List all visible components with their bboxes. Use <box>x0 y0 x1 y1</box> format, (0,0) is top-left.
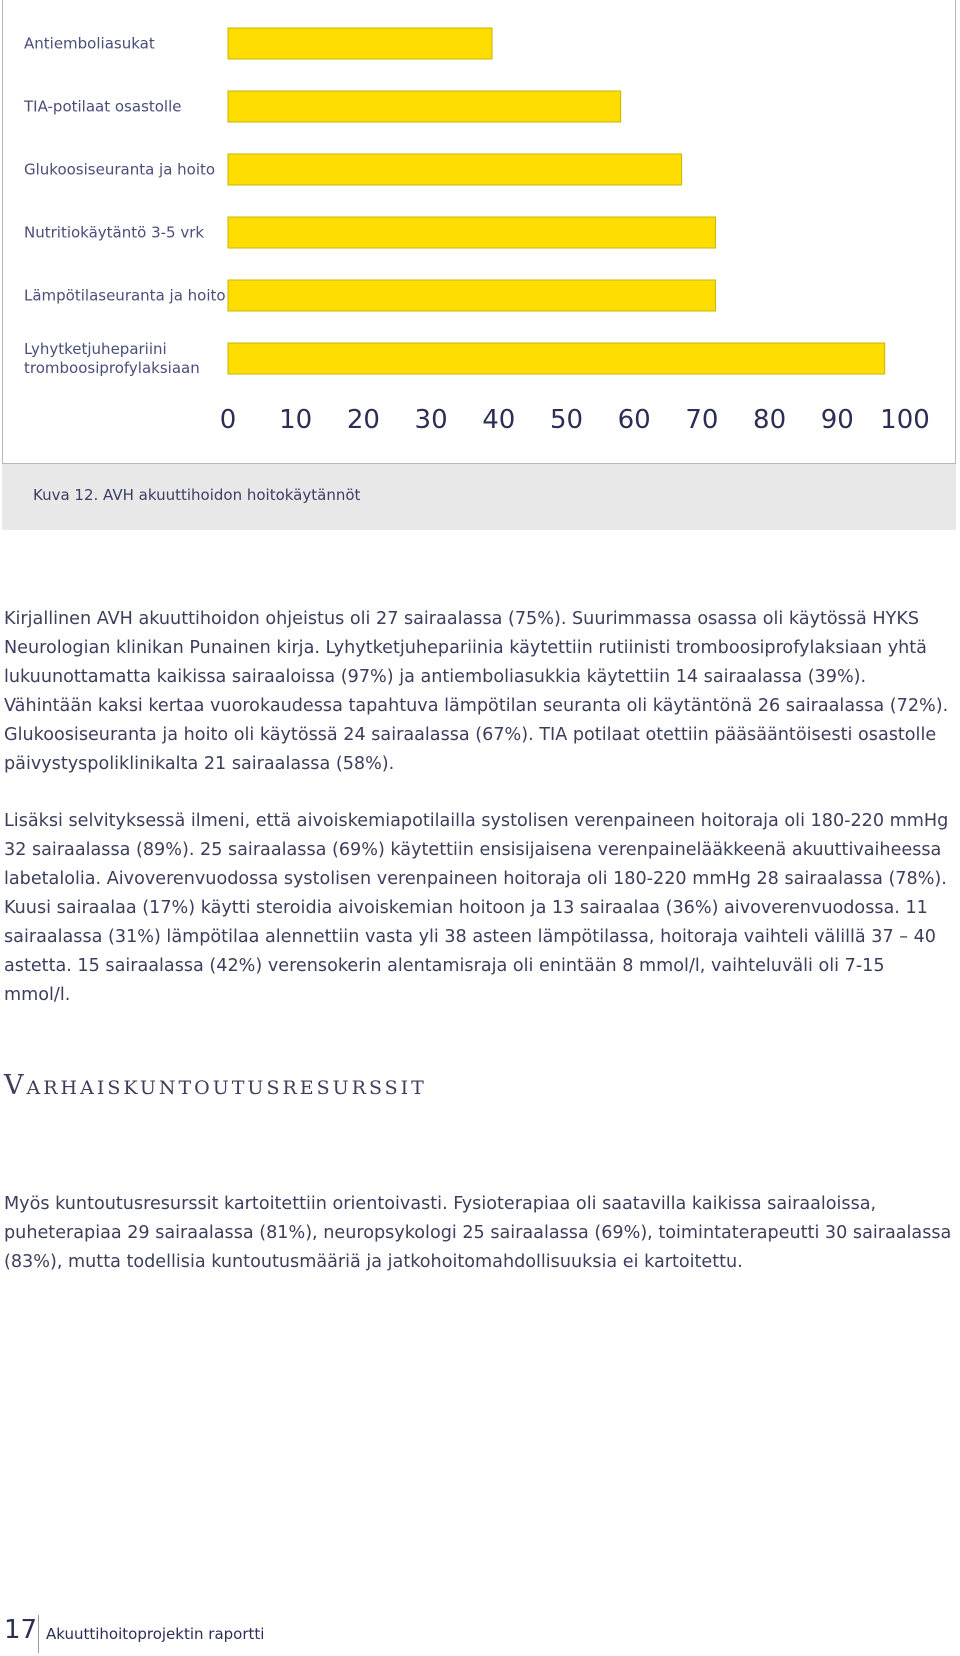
bar-2 <box>228 91 621 122</box>
x-tick-label: 0 <box>219 405 237 435</box>
x-tick-label: 70 <box>685 405 719 435</box>
section-heading: Varhaiskuntoutusresurssit <box>4 1070 427 1101</box>
x-tick-label: 20 <box>346 405 380 435</box>
bar-4 <box>228 217 715 248</box>
x-tick-label: 60 <box>617 405 651 435</box>
bar-1 <box>228 28 492 59</box>
page-number: 17 <box>4 1615 38 1645</box>
category-label-3: Glukoosiseuranta ja hoito <box>24 160 216 179</box>
bar-5 <box>228 280 715 311</box>
footer-title: Akuuttihoitoprojektin raportti <box>46 1625 265 1643</box>
paragraph-2: Lisäksi selvityksessä ilmeni, että aivoiskemiapotilailla systolisen verenpaineen hoitoraja oli 180-220 mmHg 32 sairaalassa (89%). 25 sairaalassa (69%) käytettiin ensisijaisena verenpainelääkkeenä akuuttivaiheessa labetalolia. Aivoverenvuodossa systolisen verenpaineen hoitoraja oli 180-220 mmHg 28 sairaalassa (78%). Kuusi sairaalaa (17%) käytti steroidia aivoiskemian hoitoon ja 13 sairaalaa (36%) aivoverenvuodossa. 11 sairaalassa (31%) lämpötilaa alennettiin vasta yli 38 asteen lämpötilassa, hoitoraja vaihteli välillä 37 – 40 astetta. 15 sairaalassa (42%) verensokerin alentamisraja oli enintään 8 mmol/l, vaihteluväli oli 7-15 mmol/l. <box>4 811 949 1005</box>
x-tick-label: 10 <box>279 405 313 435</box>
bar-chart <box>3 0 957 462</box>
x-tick-label: 30 <box>414 405 448 435</box>
bar-6 <box>228 343 885 374</box>
x-tick-label: 90 <box>820 405 854 435</box>
paragraph-1: Kirjallinen AVH akuuttihoidon ohjeistus oli 27 sairaalassa (75%). Suurimmassa osassa oli käytössä HYKS Neurologian klinikan Punainen kirja. Lyhytketjuhepariinia käytettiin rutiinisti tromboosiprofylaksiaan yhtä lukuunottamatta kaikissa sairaaloissa (97%) ja antiemboliasukkia käytettiin 14 sairaalassa (39%). Vähintään kaksi kertaa vuorokaudessa tapahtuva lämpötilan seuranta oli käytäntönä 26 sairaalassa (72%). Glukoosiseuranta ja hoito oli käytössä 24 sairaalassa (67%). TIA potilaat otettiin pääsääntöisesti osastolle päivystyspoliklinikalta 21 sairaalassa (58%). <box>4 609 949 774</box>
category-label-4: Nutritiokäytäntö 3-5 vrk <box>24 223 205 242</box>
figure-caption: Kuva 12. AVH akuuttihoidon hoitokäytännöt <box>33 486 361 504</box>
category-label-6: Lyhytketjuhepariini tromboosiprofylaksiaan <box>24 340 200 377</box>
footer-divider <box>38 1615 39 1653</box>
x-tick-label: 50 <box>549 405 584 435</box>
bar-3 <box>228 154 682 185</box>
chart-frame <box>2 0 956 464</box>
category-label-2: TIA-potilaat osastolle <box>24 97 182 116</box>
section-paragraph: Myös kuntoutusresurssit kartoitettiin orientoivasti. Fysioterapiaa oli saatavilla kaikissa sairaaloissa, puheterapiaa 29 sairaalassa (81%), neuropsykologi 25 sairaalassa (69%), toimintaterapeutti 30 sairaalassa (83%), mutta todellisia kuntoutusmääriä ja jatkohoitomahdollisuuksia ei kartoitettu. <box>4 1194 952 1272</box>
category-label-5: Lämpötilaseuranta ja hoito <box>24 286 226 305</box>
category-label-1: Antiemboliasukat <box>24 34 155 53</box>
caption-bar <box>2 464 956 530</box>
x-tick-label: 100 <box>880 405 930 435</box>
page-footer <box>0 1615 960 1655</box>
x-tick-label: 40 <box>482 405 516 435</box>
x-tick-label: 80 <box>753 405 787 435</box>
